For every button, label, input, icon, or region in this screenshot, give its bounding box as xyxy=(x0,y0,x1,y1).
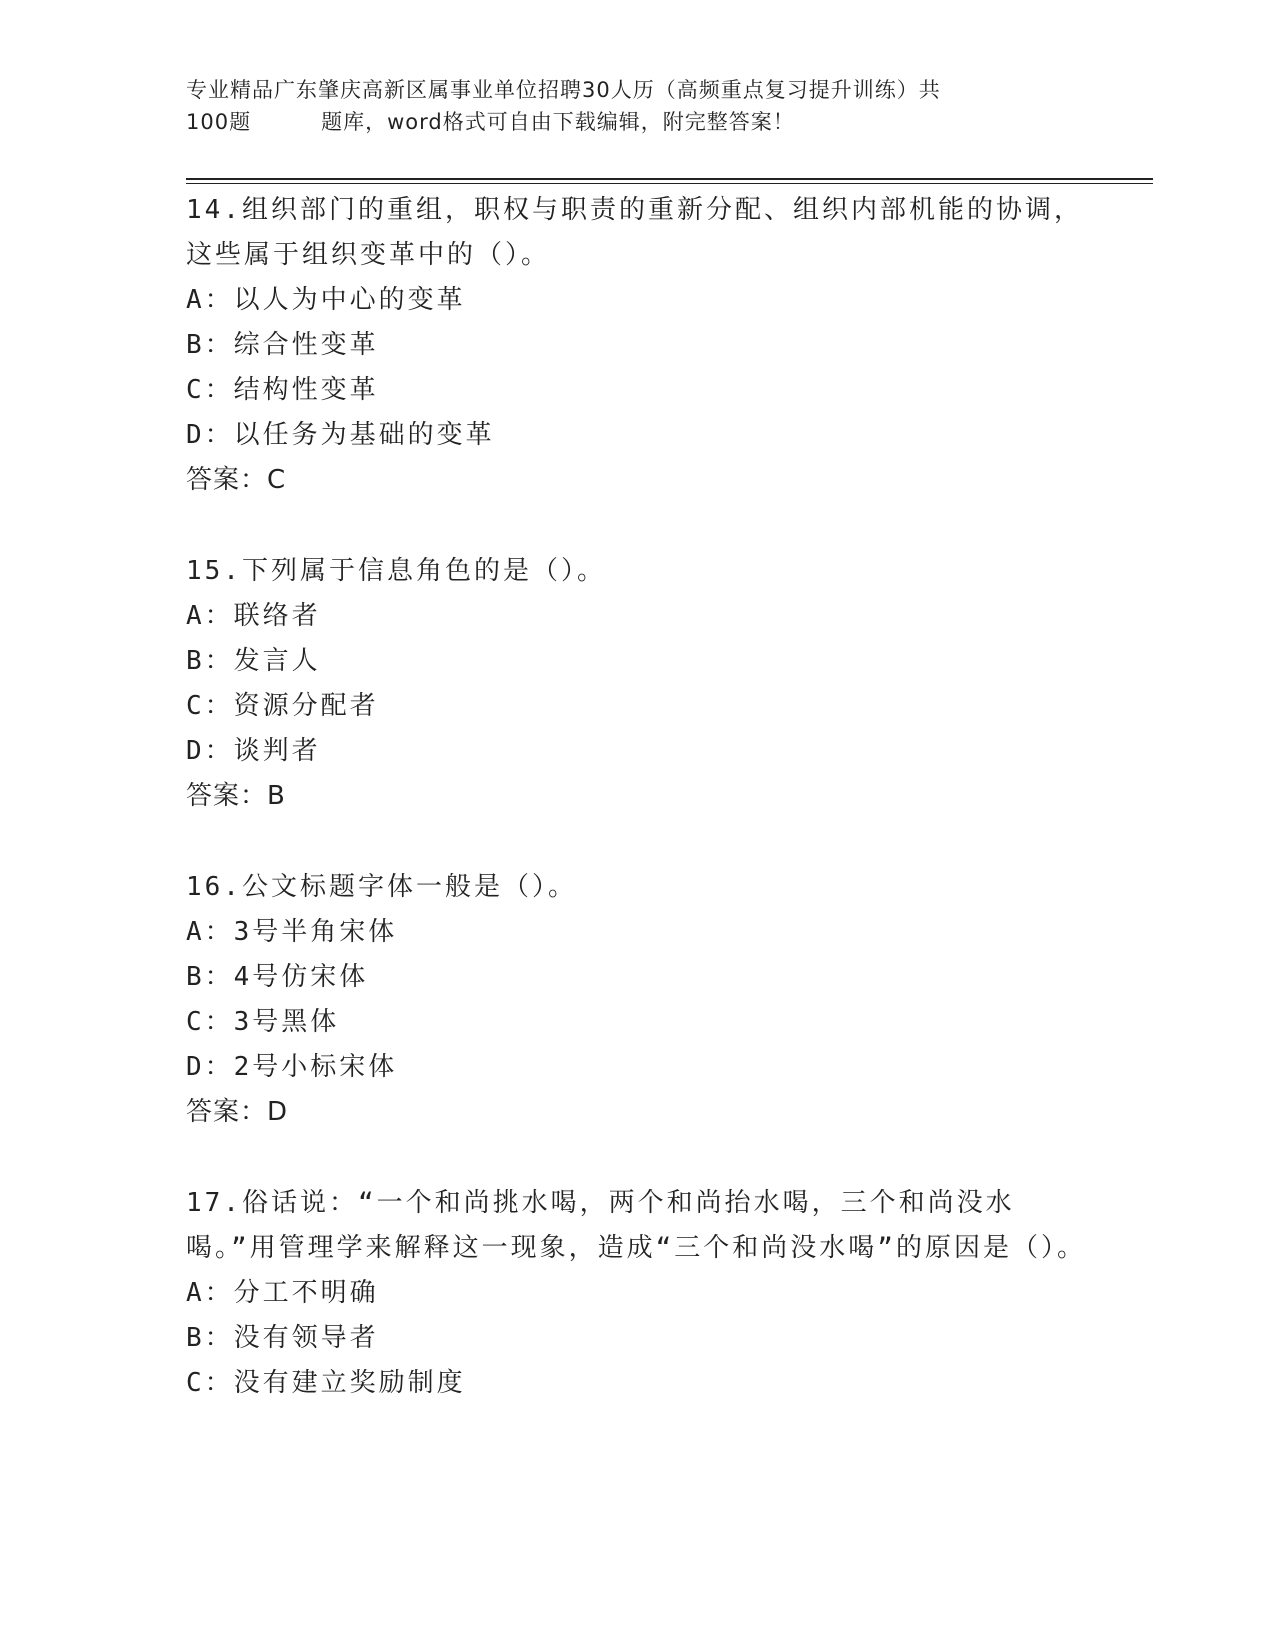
header-title-line2: 题库，word格式可自由下载编辑，附完整答案！ xyxy=(321,110,795,134)
option-a: A：3号半角宋体 xyxy=(186,917,398,947)
question-text: 16.公文标题字体一般是（）。 xyxy=(186,872,577,902)
option-c: C：没有建立奖励制度 xyxy=(186,1368,466,1398)
question-16 xyxy=(186,865,1086,1135)
answer: 答案：D xyxy=(186,1097,289,1127)
question-14 xyxy=(186,188,1086,503)
header-divider-thin xyxy=(186,183,1153,184)
option-d: D：2号小标宋体 xyxy=(186,1052,398,1082)
option-a: A：分工不明确 xyxy=(186,1278,379,1308)
option-c: C：3号黑体 xyxy=(186,1007,340,1037)
header-divider-thick xyxy=(186,178,1153,180)
option-b: B：综合性变革 xyxy=(186,330,379,360)
question-17 xyxy=(186,1181,1086,1406)
option-c: C：资源分配者 xyxy=(186,691,379,721)
option-d: D：以任务为基础的变革 xyxy=(186,420,495,450)
answer: 答案：B xyxy=(186,781,286,811)
option-b: B：没有领导者 xyxy=(186,1323,379,1353)
option-a: A：以人为中心的变革 xyxy=(186,285,466,315)
document-header xyxy=(186,74,1086,138)
option-d: D：谈判者 xyxy=(186,736,321,766)
option-c: C：结构性变革 xyxy=(186,375,379,405)
header-title-count: 100题 xyxy=(186,110,252,134)
question-list xyxy=(186,188,1086,1452)
option-a: A：联络者 xyxy=(186,601,321,631)
option-b: B：4号仿宋体 xyxy=(186,962,369,992)
option-b: B：发言人 xyxy=(186,646,321,676)
question-15 xyxy=(186,549,1086,819)
question-text: 17.俗话说：“一个和尚挑水喝，两个和尚抬水喝，三个和尚没水喝。”用管理学来解释这一现象，造成“三个和尚没水喝”的原因是（）。 xyxy=(186,1188,1086,1263)
header-title-line1: 专业精品广东肇庆高新区属事业单位招聘30人历（高频重点复习提升训练）共 xyxy=(186,78,941,102)
question-text: 15.下列属于信息角色的是（）。 xyxy=(186,556,606,586)
answer: 答案：C xyxy=(186,465,287,495)
question-text: 14.组织部门的重组，职权与职责的重新分配、组织内部机能的协调，这些属于组织变革中的（）。 xyxy=(186,195,1083,270)
